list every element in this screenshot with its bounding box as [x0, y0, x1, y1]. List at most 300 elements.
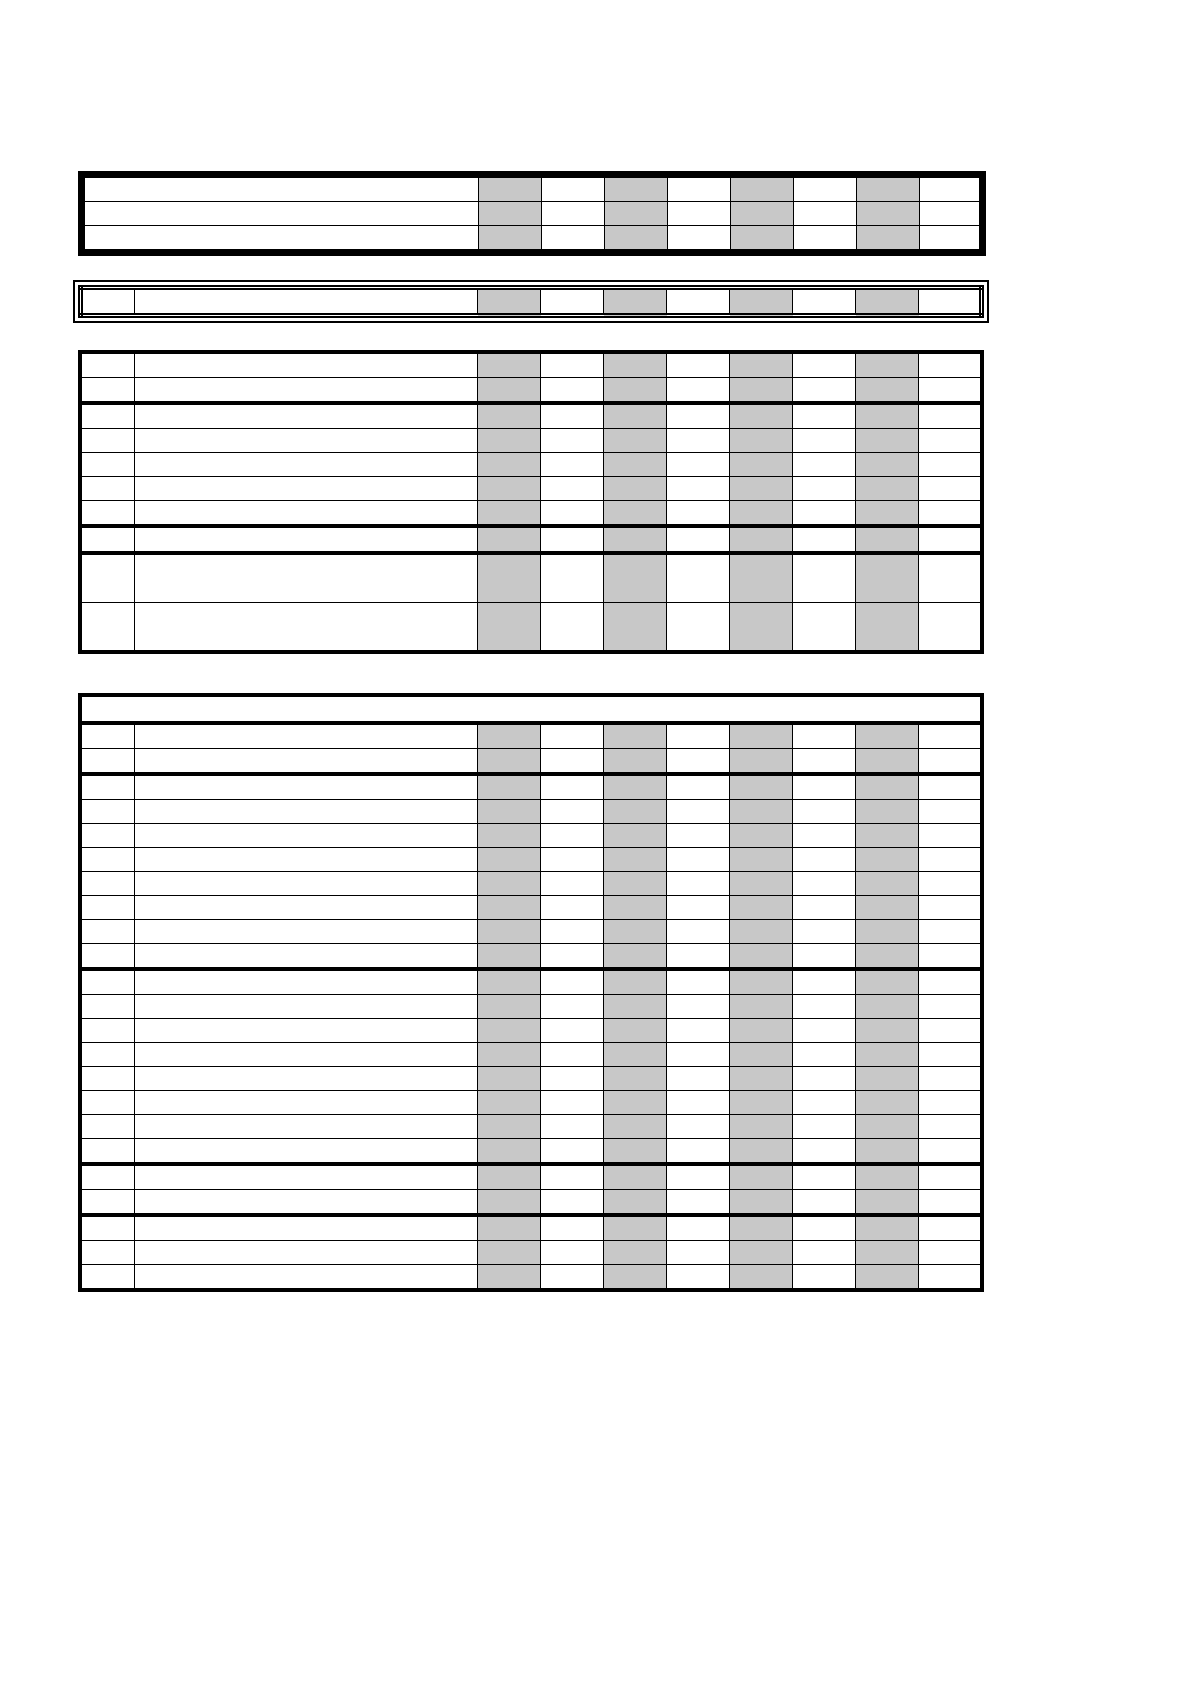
value-cell[interactable]	[667, 1115, 730, 1139]
shaded-value-cell[interactable]	[856, 288, 919, 316]
value-cell[interactable]	[919, 896, 982, 920]
value-cell[interactable]	[793, 352, 856, 378]
label-cell[interactable]	[134, 553, 477, 603]
shaded-value-cell[interactable]	[477, 403, 540, 429]
shaded-value-cell[interactable]	[477, 553, 540, 603]
shaded-value-cell[interactable]	[604, 848, 667, 872]
shaded-value-cell[interactable]	[730, 1164, 793, 1190]
label-cell[interactable]	[134, 896, 477, 920]
value-cell[interactable]	[793, 501, 856, 527]
shaded-value-cell[interactable]	[477, 1265, 540, 1291]
label-cell[interactable]	[134, 944, 477, 970]
value-cell[interactable]	[667, 352, 730, 378]
value-cell[interactable]	[667, 1164, 730, 1190]
shaded-value-cell[interactable]	[730, 774, 793, 800]
shaded-value-cell[interactable]	[856, 995, 919, 1019]
value-cell[interactable]	[920, 202, 983, 226]
shaded-value-cell[interactable]	[477, 1241, 540, 1265]
shaded-value-cell[interactable]	[856, 1091, 919, 1115]
value-cell[interactable]	[667, 1241, 730, 1265]
label-cell[interactable]	[134, 603, 477, 653]
value-cell[interactable]	[540, 1115, 603, 1139]
shaded-value-cell[interactable]	[856, 824, 919, 848]
value-cell[interactable]	[667, 1190, 730, 1216]
shaded-value-cell[interactable]	[856, 1164, 919, 1190]
label-cell[interactable]	[134, 453, 477, 477]
shaded-value-cell[interactable]	[477, 944, 540, 970]
value-cell[interactable]	[793, 1164, 856, 1190]
shaded-value-cell[interactable]	[478, 288, 541, 316]
value-cell[interactable]	[793, 1091, 856, 1115]
shaded-value-cell[interactable]	[604, 403, 667, 429]
label-cell[interactable]	[134, 1215, 477, 1241]
row-number-cell[interactable]	[80, 603, 134, 653]
value-cell[interactable]	[667, 526, 730, 553]
value-cell[interactable]	[919, 872, 982, 896]
value-cell[interactable]	[667, 872, 730, 896]
value-cell[interactable]	[793, 1043, 856, 1067]
value-cell[interactable]	[919, 969, 982, 995]
value-cell[interactable]	[540, 1019, 603, 1043]
shaded-value-cell[interactable]	[730, 848, 793, 872]
value-cell[interactable]	[667, 1265, 730, 1291]
row-number-cell[interactable]	[80, 774, 134, 800]
value-cell[interactable]	[919, 723, 982, 749]
label-cell[interactable]	[134, 378, 477, 404]
value-cell[interactable]	[793, 723, 856, 749]
row-number-cell[interactable]	[80, 352, 134, 378]
shaded-value-cell[interactable]	[730, 1091, 793, 1115]
shaded-value-cell[interactable]	[477, 1019, 540, 1043]
row-number-cell[interactable]	[80, 723, 134, 749]
value-cell[interactable]	[540, 378, 603, 404]
value-cell[interactable]	[919, 1164, 982, 1190]
label-cell[interactable]	[134, 1241, 477, 1265]
shaded-value-cell[interactable]	[477, 1164, 540, 1190]
value-cell[interactable]	[919, 352, 982, 378]
value-cell[interactable]	[919, 1091, 982, 1115]
value-cell[interactable]	[919, 749, 982, 775]
value-cell[interactable]	[793, 526, 856, 553]
shaded-value-cell[interactable]	[730, 1215, 793, 1241]
shaded-value-cell[interactable]	[856, 378, 919, 404]
value-cell[interactable]	[540, 553, 603, 603]
row-number-cell[interactable]	[80, 800, 134, 824]
shaded-value-cell[interactable]	[604, 1265, 667, 1291]
row-number-cell[interactable]	[80, 1115, 134, 1139]
shaded-value-cell[interactable]	[856, 848, 919, 872]
value-cell[interactable]	[667, 800, 730, 824]
value-cell[interactable]	[794, 175, 857, 202]
shaded-value-cell[interactable]	[730, 352, 793, 378]
value-cell[interactable]	[667, 429, 730, 453]
shaded-value-cell[interactable]	[604, 1215, 667, 1241]
value-cell[interactable]	[793, 477, 856, 501]
value-cell[interactable]	[793, 848, 856, 872]
value-cell[interactable]	[542, 202, 605, 226]
shaded-value-cell[interactable]	[856, 944, 919, 970]
value-cell[interactable]	[540, 1067, 603, 1091]
shaded-value-cell[interactable]	[604, 288, 667, 316]
shaded-value-cell[interactable]	[604, 378, 667, 404]
value-cell[interactable]	[667, 1139, 730, 1165]
shaded-value-cell[interactable]	[604, 944, 667, 970]
shaded-value-cell[interactable]	[604, 553, 667, 603]
shaded-value-cell[interactable]	[856, 1067, 919, 1091]
value-cell[interactable]	[542, 226, 605, 253]
value-cell[interactable]	[919, 800, 982, 824]
value-cell[interactable]	[667, 723, 730, 749]
value-cell[interactable]	[667, 749, 730, 775]
row-number-cell[interactable]	[80, 1241, 134, 1265]
shaded-value-cell[interactable]	[730, 501, 793, 527]
value-cell[interactable]	[919, 1190, 982, 1216]
shaded-value-cell[interactable]	[477, 848, 540, 872]
row-number-cell[interactable]	[80, 1043, 134, 1067]
shaded-value-cell[interactable]	[477, 501, 540, 527]
shaded-value-cell[interactable]	[604, 1190, 667, 1216]
shaded-value-cell[interactable]	[477, 603, 540, 653]
shaded-value-cell[interactable]	[730, 1139, 793, 1165]
value-cell[interactable]	[667, 848, 730, 872]
shaded-value-cell[interactable]	[477, 995, 540, 1019]
value-cell[interactable]	[919, 553, 982, 603]
value-cell[interactable]	[919, 995, 982, 1019]
value-cell[interactable]	[668, 175, 731, 202]
value-cell[interactable]	[667, 920, 730, 944]
value-cell[interactable]	[919, 944, 982, 970]
value-cell[interactable]	[919, 378, 982, 404]
shaded-value-cell[interactable]	[730, 800, 793, 824]
value-cell[interactable]	[540, 526, 603, 553]
shaded-value-cell[interactable]	[604, 526, 667, 553]
shaded-value-cell[interactable]	[477, 1215, 540, 1241]
value-cell[interactable]	[919, 824, 982, 848]
value-cell[interactable]	[540, 774, 603, 800]
value-cell[interactable]	[793, 1019, 856, 1043]
value-cell[interactable]	[793, 1265, 856, 1291]
value-cell[interactable]	[793, 1215, 856, 1241]
shaded-value-cell[interactable]	[604, 501, 667, 527]
row-number-cell[interactable]	[80, 995, 134, 1019]
row-number-cell[interactable]	[80, 920, 134, 944]
shaded-value-cell[interactable]	[856, 774, 919, 800]
shaded-value-cell[interactable]	[477, 824, 540, 848]
value-cell[interactable]	[793, 872, 856, 896]
shaded-value-cell[interactable]	[604, 824, 667, 848]
shaded-value-cell[interactable]	[856, 352, 919, 378]
shaded-value-cell[interactable]	[856, 1215, 919, 1241]
value-cell[interactable]	[540, 1265, 603, 1291]
row-number-cell[interactable]	[80, 526, 134, 553]
shaded-value-cell[interactable]	[730, 1043, 793, 1067]
value-cell[interactable]	[919, 1265, 982, 1291]
value-cell[interactable]	[667, 1067, 730, 1091]
value-cell[interactable]	[793, 403, 856, 429]
value-cell[interactable]	[793, 774, 856, 800]
value-cell[interactable]	[540, 723, 603, 749]
shaded-value-cell[interactable]	[730, 920, 793, 944]
row-number-cell[interactable]	[80, 553, 134, 603]
value-cell[interactable]	[667, 1091, 730, 1115]
value-cell[interactable]	[540, 1043, 603, 1067]
shaded-value-cell[interactable]	[477, 1139, 540, 1165]
shaded-value-cell[interactable]	[730, 288, 793, 316]
shaded-value-cell[interactable]	[857, 202, 920, 226]
value-cell[interactable]	[919, 603, 982, 653]
shaded-value-cell[interactable]	[856, 920, 919, 944]
value-cell[interactable]	[919, 848, 982, 872]
shaded-value-cell[interactable]	[604, 1067, 667, 1091]
value-cell[interactable]	[793, 969, 856, 995]
value-cell[interactable]	[667, 453, 730, 477]
row-number-cell[interactable]	[80, 501, 134, 527]
value-cell[interactable]	[540, 995, 603, 1019]
shaded-value-cell[interactable]	[856, 1241, 919, 1265]
shaded-value-cell[interactable]	[604, 1115, 667, 1139]
row-number-cell[interactable]	[80, 824, 134, 848]
label-cell[interactable]	[134, 1164, 477, 1190]
shaded-value-cell[interactable]	[856, 800, 919, 824]
label-cell[interactable]	[134, 920, 477, 944]
shaded-value-cell[interactable]	[856, 723, 919, 749]
shaded-value-cell[interactable]	[477, 378, 540, 404]
shaded-value-cell[interactable]	[730, 995, 793, 1019]
shaded-value-cell[interactable]	[477, 896, 540, 920]
shaded-value-cell[interactable]	[730, 1190, 793, 1216]
row-number-cell[interactable]	[80, 944, 134, 970]
shaded-value-cell[interactable]	[730, 603, 793, 653]
value-cell[interactable]	[540, 848, 603, 872]
value-cell[interactable]	[919, 429, 982, 453]
shaded-value-cell[interactable]	[730, 526, 793, 553]
value-cell[interactable]	[540, 824, 603, 848]
shaded-value-cell[interactable]	[477, 453, 540, 477]
label-cell[interactable]	[134, 969, 477, 995]
shaded-value-cell[interactable]	[477, 872, 540, 896]
label-cell[interactable]	[134, 774, 477, 800]
label-cell[interactable]	[134, 1091, 477, 1115]
row-number-cell[interactable]	[80, 1215, 134, 1241]
shaded-value-cell[interactable]	[856, 553, 919, 603]
value-cell[interactable]	[919, 477, 982, 501]
value-cell[interactable]	[541, 288, 604, 316]
row-number-cell[interactable]	[80, 1019, 134, 1043]
shaded-value-cell[interactable]	[477, 723, 540, 749]
shaded-value-cell[interactable]	[730, 1241, 793, 1265]
value-cell[interactable]	[540, 896, 603, 920]
shaded-value-cell[interactable]	[730, 872, 793, 896]
value-cell[interactable]	[920, 226, 983, 253]
value-cell[interactable]	[540, 1164, 603, 1190]
shaded-value-cell[interactable]	[730, 749, 793, 775]
shaded-value-cell[interactable]	[477, 800, 540, 824]
value-cell[interactable]	[667, 896, 730, 920]
row-number-cell[interactable]	[80, 848, 134, 872]
value-cell[interactable]	[540, 603, 603, 653]
label-cell[interactable]	[134, 723, 477, 749]
label-cell[interactable]	[134, 800, 477, 824]
shaded-value-cell[interactable]	[605, 175, 668, 202]
shaded-value-cell[interactable]	[604, 896, 667, 920]
shaded-value-cell[interactable]	[730, 403, 793, 429]
shaded-value-cell[interactable]	[604, 429, 667, 453]
shaded-value-cell[interactable]	[477, 749, 540, 775]
value-cell[interactable]	[793, 603, 856, 653]
shaded-value-cell[interactable]	[730, 1265, 793, 1291]
label-cell[interactable]	[134, 995, 477, 1019]
value-cell[interactable]	[667, 995, 730, 1019]
value-cell[interactable]	[919, 1215, 982, 1241]
shaded-value-cell[interactable]	[604, 872, 667, 896]
label-cell[interactable]	[134, 1115, 477, 1139]
shaded-value-cell[interactable]	[604, 1164, 667, 1190]
value-cell[interactable]	[667, 288, 730, 316]
value-cell[interactable]	[667, 1019, 730, 1043]
shaded-value-cell[interactable]	[856, 477, 919, 501]
shaded-value-cell[interactable]	[856, 896, 919, 920]
value-cell[interactable]	[542, 175, 605, 202]
shaded-value-cell[interactable]	[477, 920, 540, 944]
label-cell[interactable]	[134, 526, 477, 553]
value-cell[interactable]	[540, 429, 603, 453]
label-cell[interactable]	[134, 429, 477, 453]
value-cell[interactable]	[793, 995, 856, 1019]
value-cell[interactable]	[793, 749, 856, 775]
shaded-value-cell[interactable]	[604, 1019, 667, 1043]
shaded-value-cell[interactable]	[477, 1043, 540, 1067]
label-cell[interactable]	[82, 175, 479, 202]
value-cell[interactable]	[667, 1043, 730, 1067]
shaded-value-cell[interactable]	[857, 226, 920, 253]
value-cell[interactable]	[793, 453, 856, 477]
value-cell[interactable]	[919, 1043, 982, 1067]
row-number-cell[interactable]	[80, 477, 134, 501]
shaded-value-cell[interactable]	[856, 1190, 919, 1216]
row-number-cell[interactable]	[80, 403, 134, 429]
value-cell[interactable]	[793, 553, 856, 603]
shaded-value-cell[interactable]	[604, 352, 667, 378]
row-number-cell[interactable]	[80, 1091, 134, 1115]
value-cell[interactable]	[540, 1190, 603, 1216]
value-cell[interactable]	[540, 872, 603, 896]
value-cell[interactable]	[540, 969, 603, 995]
row-number-cell[interactable]	[80, 1265, 134, 1291]
shaded-value-cell[interactable]	[856, 603, 919, 653]
value-cell[interactable]	[540, 1241, 603, 1265]
shaded-value-cell[interactable]	[730, 896, 793, 920]
shaded-value-cell[interactable]	[856, 453, 919, 477]
shaded-value-cell[interactable]	[604, 749, 667, 775]
value-cell[interactable]	[540, 1139, 603, 1165]
value-cell[interactable]	[793, 920, 856, 944]
value-cell[interactable]	[794, 202, 857, 226]
shaded-value-cell[interactable]	[856, 749, 919, 775]
shaded-value-cell[interactable]	[477, 1115, 540, 1139]
value-cell[interactable]	[667, 403, 730, 429]
row-number-cell[interactable]	[80, 896, 134, 920]
label-cell[interactable]	[134, 749, 477, 775]
shaded-value-cell[interactable]	[731, 226, 794, 253]
value-cell[interactable]	[793, 378, 856, 404]
value-cell[interactable]	[540, 453, 603, 477]
value-cell[interactable]	[667, 774, 730, 800]
shaded-value-cell[interactable]	[604, 1241, 667, 1265]
label-cell[interactable]	[134, 501, 477, 527]
shaded-value-cell[interactable]	[477, 429, 540, 453]
value-cell[interactable]	[919, 453, 982, 477]
shaded-value-cell[interactable]	[730, 1019, 793, 1043]
shaded-value-cell[interactable]	[856, 1115, 919, 1139]
shaded-value-cell[interactable]	[605, 226, 668, 253]
shaded-value-cell[interactable]	[604, 800, 667, 824]
value-cell[interactable]	[919, 526, 982, 553]
shaded-value-cell[interactable]	[604, 1139, 667, 1165]
value-cell[interactable]	[920, 175, 983, 202]
shaded-value-cell[interactable]	[477, 774, 540, 800]
value-cell[interactable]	[540, 1215, 603, 1241]
value-cell[interactable]	[919, 920, 982, 944]
value-cell[interactable]	[540, 800, 603, 824]
shaded-value-cell[interactable]	[604, 723, 667, 749]
value-cell[interactable]	[667, 824, 730, 848]
label-cell[interactable]	[134, 872, 477, 896]
value-cell[interactable]	[919, 288, 982, 316]
value-cell[interactable]	[919, 501, 982, 527]
row-number-cell[interactable]	[80, 1139, 134, 1165]
value-cell[interactable]	[919, 403, 982, 429]
label-cell[interactable]	[134, 848, 477, 872]
value-cell[interactable]	[540, 352, 603, 378]
shaded-value-cell[interactable]	[730, 723, 793, 749]
label-cell[interactable]	[134, 477, 477, 501]
shaded-value-cell[interactable]	[856, 1139, 919, 1165]
value-cell[interactable]	[793, 1190, 856, 1216]
value-cell[interactable]	[668, 226, 731, 253]
shaded-value-cell[interactable]	[730, 824, 793, 848]
value-cell[interactable]	[793, 824, 856, 848]
label-cell[interactable]	[82, 226, 479, 253]
shaded-value-cell[interactable]	[856, 501, 919, 527]
shaded-value-cell[interactable]	[477, 969, 540, 995]
shaded-value-cell[interactable]	[857, 175, 920, 202]
label-cell[interactable]	[135, 288, 478, 316]
shaded-value-cell[interactable]	[604, 603, 667, 653]
value-cell[interactable]	[667, 944, 730, 970]
shaded-value-cell[interactable]	[856, 429, 919, 453]
label-cell[interactable]	[134, 1139, 477, 1165]
shaded-value-cell[interactable]	[730, 453, 793, 477]
value-cell[interactable]	[540, 1091, 603, 1115]
value-cell[interactable]	[667, 553, 730, 603]
shaded-value-cell[interactable]	[477, 526, 540, 553]
shaded-value-cell[interactable]	[477, 1067, 540, 1091]
shaded-value-cell[interactable]	[730, 378, 793, 404]
value-cell[interactable]	[793, 896, 856, 920]
shaded-value-cell[interactable]	[477, 1091, 540, 1115]
value-cell[interactable]	[667, 603, 730, 653]
shaded-value-cell[interactable]	[604, 995, 667, 1019]
shaded-value-cell[interactable]	[856, 872, 919, 896]
shaded-value-cell[interactable]	[604, 1091, 667, 1115]
shaded-value-cell[interactable]	[479, 202, 542, 226]
row-number-cell[interactable]	[80, 453, 134, 477]
shaded-value-cell[interactable]	[856, 526, 919, 553]
shaded-value-cell[interactable]	[730, 969, 793, 995]
value-cell[interactable]	[919, 1115, 982, 1139]
value-cell[interactable]	[793, 1067, 856, 1091]
shaded-value-cell[interactable]	[477, 352, 540, 378]
